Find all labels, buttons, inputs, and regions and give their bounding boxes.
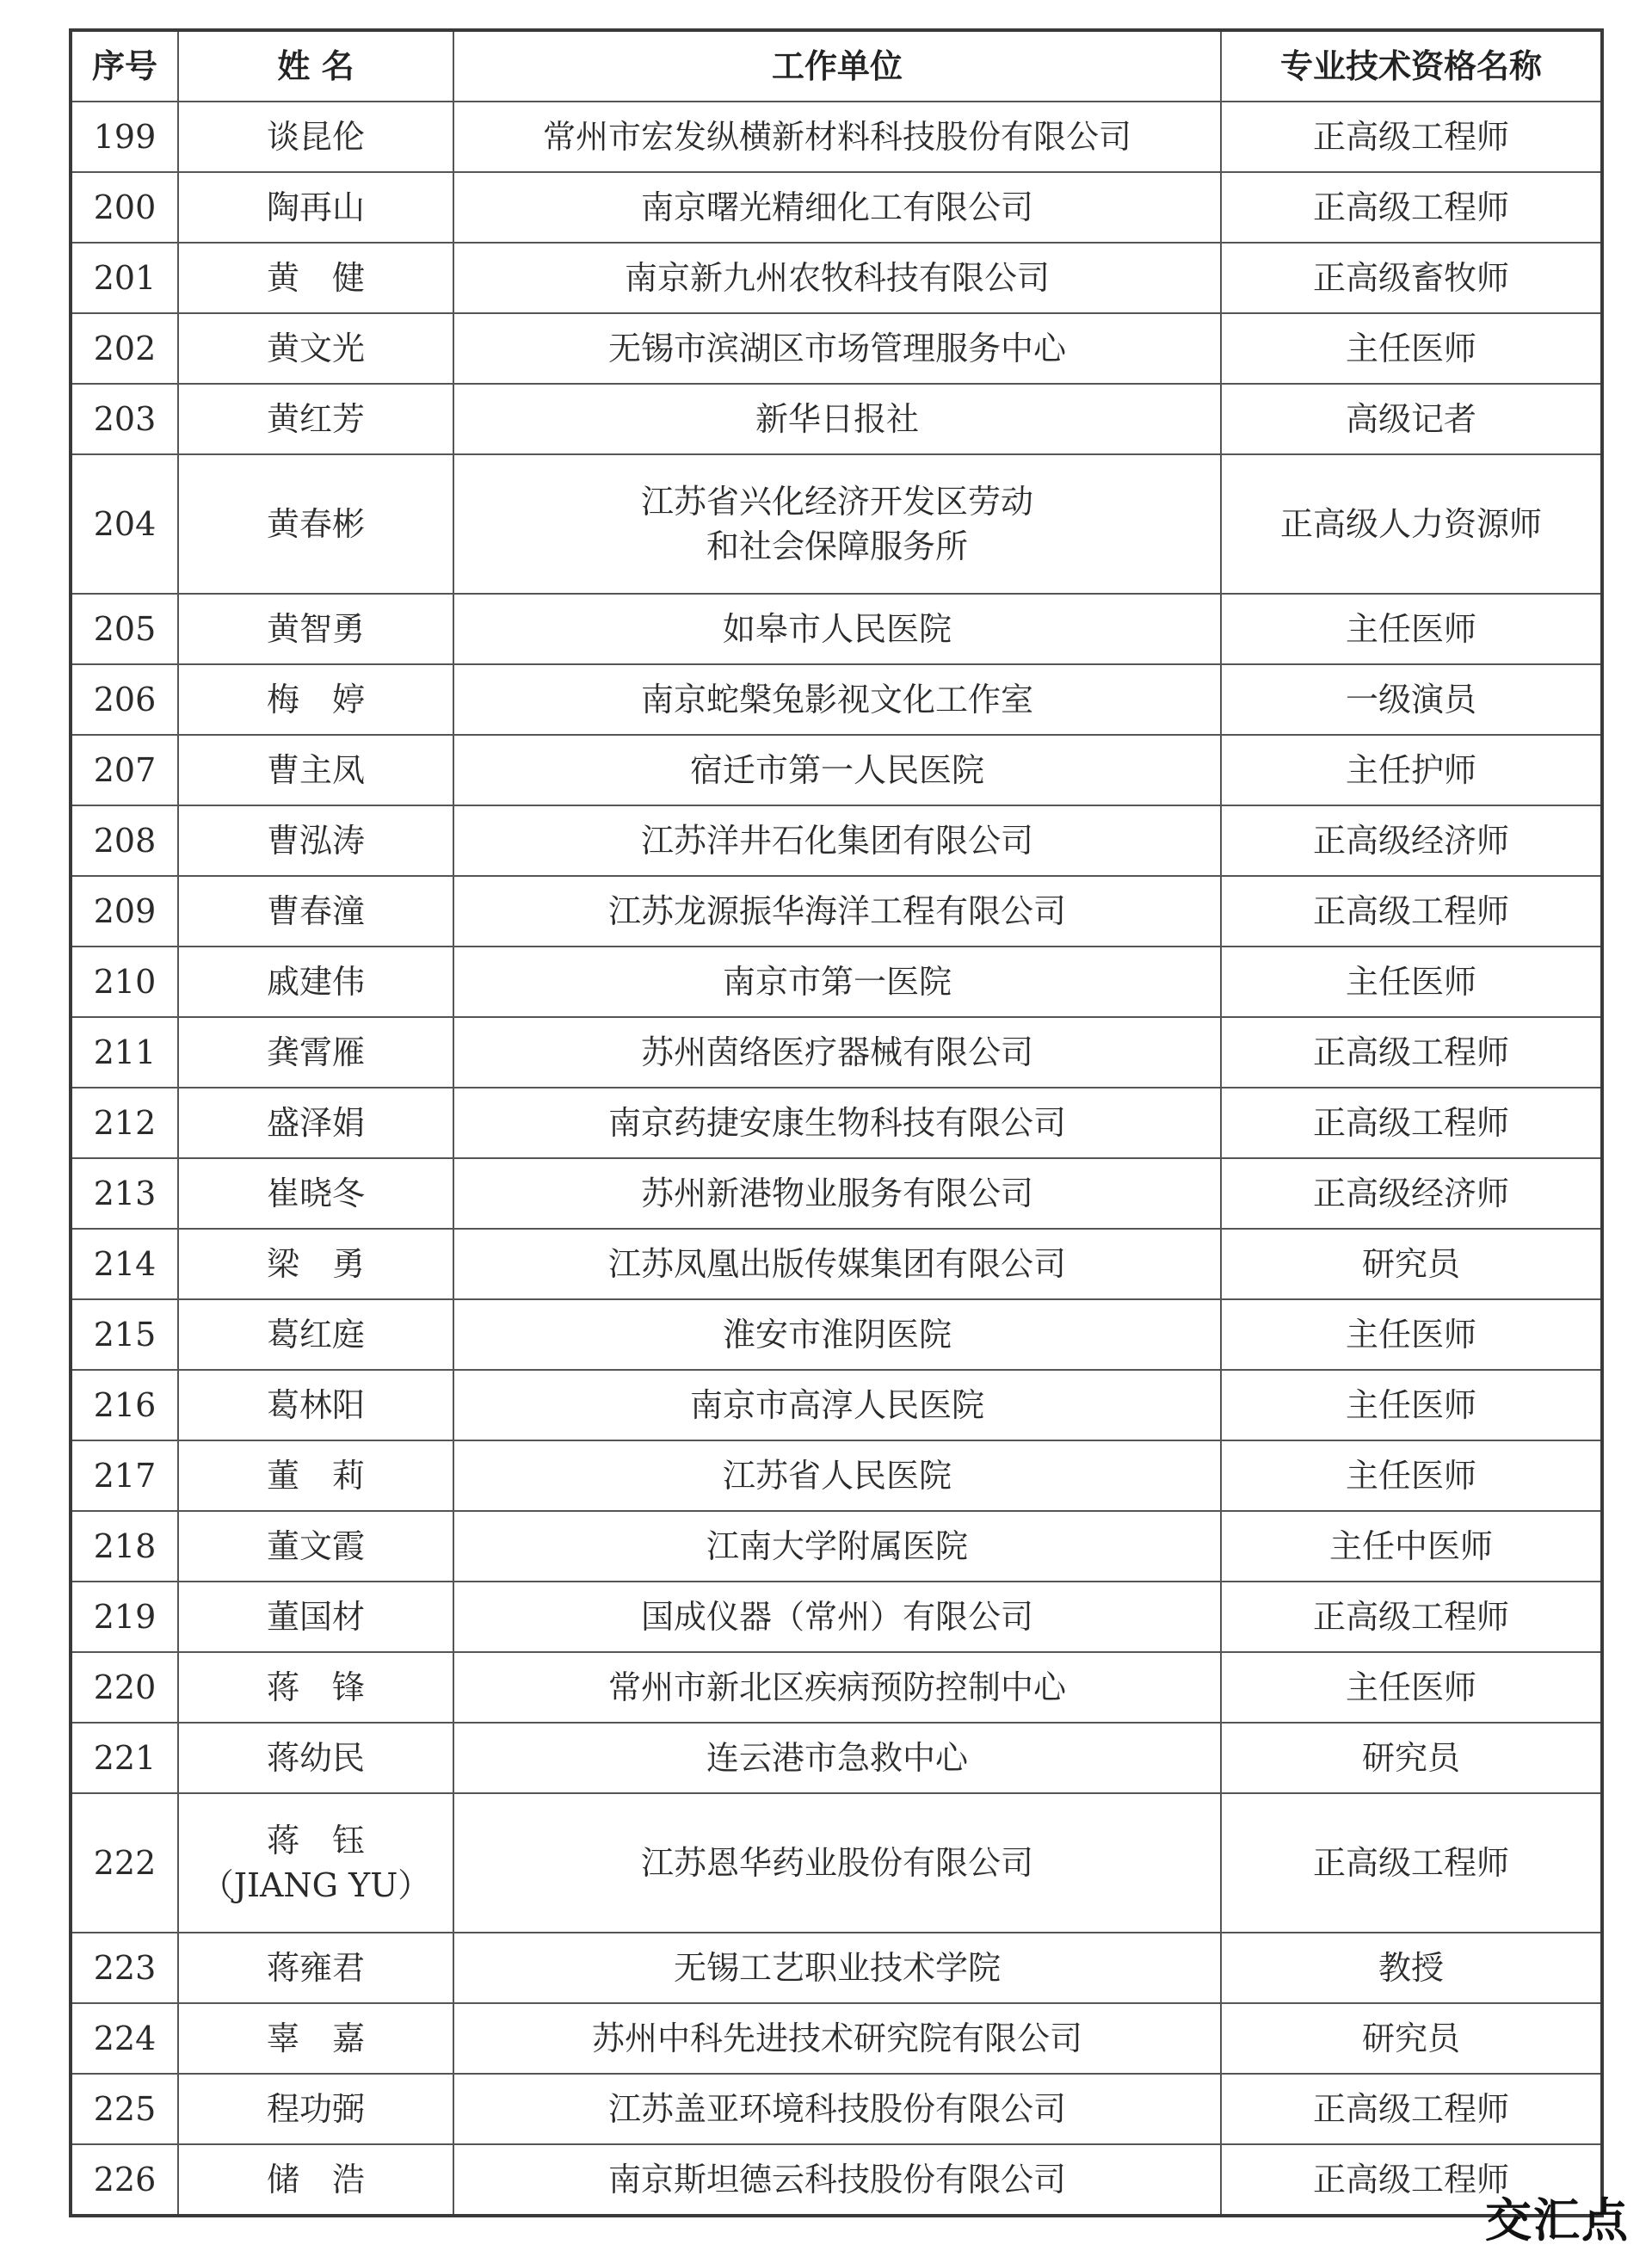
cell-serial-no: 221 — [71, 1723, 178, 1793]
cell-name: 蒋幼民 — [178, 1723, 453, 1793]
cell-work-unit: 苏州新港物业服务有限公司 — [453, 1158, 1221, 1229]
cell-work-unit: 宿迁市第一人民医院 — [453, 735, 1221, 805]
cell-name: 葛林阳 — [178, 1370, 453, 1440]
table-row — [71, 102, 1602, 172]
table-row — [71, 1299, 1602, 1370]
cell-qualification: 高级记者 — [1221, 384, 1602, 454]
cell-qualification: 主任医师 — [1221, 313, 1602, 384]
cell-work-unit: 江苏盖亚环境科技股份有限公司 — [453, 2074, 1221, 2144]
cell-work-unit: 江苏凤凰出版传媒集团有限公司 — [453, 1229, 1221, 1299]
cell-qualification: 正高级工程师 — [1221, 1088, 1602, 1158]
cell-serial-no: 226 — [71, 2144, 178, 2216]
cell-work-unit: 南京曙光精细化工有限公司 — [453, 172, 1221, 243]
header-row — [71, 30, 1602, 102]
cell-serial-no: 222 — [71, 1793, 178, 1933]
cell-serial-no: 223 — [71, 1933, 178, 2003]
cell-qualification: 正高级工程师 — [1221, 172, 1602, 243]
header-work-unit: 工作单位 — [453, 30, 1221, 102]
table-row — [71, 2074, 1602, 2144]
cell-qualification: 正高级工程师 — [1221, 1793, 1602, 1933]
table-row — [71, 1370, 1602, 1440]
cell-qualification: 主任医师 — [1221, 947, 1602, 1017]
header-serial-no: 序号 — [71, 30, 178, 102]
cell-serial-no: 201 — [71, 243, 178, 313]
cell-serial-no: 199 — [71, 102, 178, 172]
cell-work-unit: 淮安市淮阴医院 — [453, 1299, 1221, 1370]
cell-qualification: 主任医师 — [1221, 1370, 1602, 1440]
cell-serial-no: 206 — [71, 664, 178, 735]
cell-qualification: 正高级工程师 — [1221, 876, 1602, 947]
name-line-1: 蒋 钰 — [266, 1822, 365, 1859]
cell-serial-no: 212 — [71, 1088, 178, 1158]
cell-qualification: 主任中医师 — [1221, 1511, 1602, 1582]
cell-name — [178, 1793, 453, 1933]
cell-serial-no: 214 — [71, 1229, 178, 1299]
cell-name: 储 浩 — [178, 2144, 453, 2216]
table-row — [71, 1017, 1602, 1088]
cell-work-unit: 南京药捷安康生物科技有限公司 — [453, 1088, 1221, 1158]
cell-serial-no: 216 — [71, 1370, 178, 1440]
cell-work-unit: 如皋市人民医院 — [453, 594, 1221, 664]
table-row — [71, 1723, 1602, 1793]
cell-serial-no: 203 — [71, 384, 178, 454]
cell-serial-no: 200 — [71, 172, 178, 243]
cell-serial-no: 219 — [71, 1582, 178, 1652]
cell-work-unit: 江苏龙源振华海洋工程有限公司 — [453, 876, 1221, 947]
cell-name: 董国材 — [178, 1582, 453, 1652]
cell-qualification: 一级演员 — [1221, 664, 1602, 735]
cell-serial-no: 205 — [71, 594, 178, 664]
cell-name: 梅 婷 — [178, 664, 453, 735]
cell-name: 梁 勇 — [178, 1229, 453, 1299]
cell-work-unit: 无锡市滨湖区市场管理服务中心 — [453, 313, 1221, 384]
cell-name: 程功弼 — [178, 2074, 453, 2144]
cell-serial-no: 207 — [71, 735, 178, 805]
cell-serial-no: 220 — [71, 1652, 178, 1723]
cell-name: 蒋雍君 — [178, 1933, 453, 2003]
cell-qualification: 主任医师 — [1221, 594, 1602, 664]
cell-qualification: 正高级畜牧师 — [1221, 243, 1602, 313]
document-sheet — [69, 28, 1600, 2217]
cell-work-unit: 南京市高淳人民医院 — [453, 1370, 1221, 1440]
table-row — [71, 1440, 1602, 1511]
table-row — [71, 1158, 1602, 1229]
cell-qualification: 正高级工程师 — [1221, 2144, 1602, 2216]
cell-work-unit: 常州市宏发纵横新材料科技股份有限公司 — [453, 102, 1221, 172]
cell-name: 盛泽娟 — [178, 1088, 453, 1158]
work-unit-line-1: 江苏省兴化经济开发区劳动 — [640, 483, 1033, 521]
table-row — [71, 735, 1602, 805]
cell-work-unit: 新华日报社 — [453, 384, 1221, 454]
cell-name: 陶再山 — [178, 172, 453, 243]
cell-name: 黄文光 — [178, 313, 453, 384]
cell-work-unit: 苏州中科先进技术研究院有限公司 — [453, 2003, 1221, 2074]
cell-qualification: 正高级人力资源师 — [1221, 454, 1602, 594]
table-row — [71, 1652, 1602, 1723]
cell-serial-no: 208 — [71, 805, 178, 876]
cell-work-unit: 苏州茵络医疗器械有限公司 — [453, 1017, 1221, 1088]
cell-serial-no: 209 — [71, 876, 178, 947]
qualification-table — [69, 28, 1604, 2217]
table-row — [71, 664, 1602, 735]
cell-serial-no: 215 — [71, 1299, 178, 1370]
cell-work-unit: 江苏省人民医院 — [453, 1440, 1221, 1511]
cell-work-unit: 江苏洋井石化集团有限公司 — [453, 805, 1221, 876]
cell-name: 黄春彬 — [178, 454, 453, 594]
table-row — [71, 594, 1602, 664]
header-qualification: 专业技术资格名称 — [1221, 30, 1602, 102]
cell-name: 黄红芳 — [178, 384, 453, 454]
cell-qualification: 主任医师 — [1221, 1652, 1602, 1723]
cell-name: 崔晓冬 — [178, 1158, 453, 1229]
table-row — [71, 1229, 1602, 1299]
cell-work-unit: 江南大学附属医院 — [453, 1511, 1221, 1582]
table-row — [71, 1511, 1602, 1582]
cell-serial-no: 218 — [71, 1511, 178, 1582]
cell-work-unit: 南京新九州农牧科技有限公司 — [453, 243, 1221, 313]
cell-serial-no: 217 — [71, 1440, 178, 1511]
cell-serial-no: 224 — [71, 2003, 178, 2074]
cell-qualification: 研究员 — [1221, 2003, 1602, 2074]
table-row — [71, 384, 1602, 454]
cell-qualification: 主任医师 — [1221, 1299, 1602, 1370]
header-name: 姓 名 — [178, 30, 453, 102]
cell-name: 董 莉 — [178, 1440, 453, 1511]
table-row — [71, 243, 1602, 313]
cell-name: 黄智勇 — [178, 594, 453, 664]
cell-name: 谈昆伦 — [178, 102, 453, 172]
cell-name: 戚建伟 — [178, 947, 453, 1017]
table-row — [71, 313, 1602, 384]
name-line-2: （JIANG YU） — [200, 1866, 431, 1904]
table-row — [71, 2003, 1602, 2074]
table-row — [71, 2144, 1602, 2216]
table-row — [71, 1582, 1602, 1652]
table-row — [71, 454, 1602, 594]
cell-name: 辜 嘉 — [178, 2003, 453, 2074]
cell-qualification: 正高级经济师 — [1221, 1158, 1602, 1229]
cell-work-unit: 南京市第一医院 — [453, 947, 1221, 1017]
cell-serial-no: 204 — [71, 454, 178, 594]
cell-qualification: 主任医师 — [1221, 1440, 1602, 1511]
table-row — [71, 1933, 1602, 2003]
cell-serial-no: 213 — [71, 1158, 178, 1229]
table-row — [71, 805, 1602, 876]
cell-qualification: 教授 — [1221, 1933, 1602, 2003]
cell-name: 曹主凤 — [178, 735, 453, 805]
cell-name: 葛红庭 — [178, 1299, 453, 1370]
cell-name: 龚霄雁 — [178, 1017, 453, 1088]
cell-qualification: 研究员 — [1221, 1229, 1602, 1299]
cell-qualification: 正高级工程师 — [1221, 1582, 1602, 1652]
cell-qualification: 研究员 — [1221, 1723, 1602, 1793]
table-row — [71, 876, 1602, 947]
cell-work-unit: 江苏恩华药业股份有限公司 — [453, 1793, 1221, 1933]
cell-qualification: 正高级工程师 — [1221, 102, 1602, 172]
table-row — [71, 172, 1602, 243]
work-unit-line-2: 和社会保障服务所 — [706, 527, 968, 565]
cell-serial-no: 225 — [71, 2074, 178, 2144]
cell-name: 董文霞 — [178, 1511, 453, 1582]
cell-serial-no: 202 — [71, 313, 178, 384]
table-row — [71, 1088, 1602, 1158]
cell-work-unit: 常州市新北区疾病预防控制中心 — [453, 1652, 1221, 1723]
cell-work-unit: 无锡工艺职业技术学院 — [453, 1933, 1221, 2003]
cell-qualification: 主任护师 — [1221, 735, 1602, 805]
cell-qualification: 正高级经济师 — [1221, 805, 1602, 876]
cell-work-unit — [453, 454, 1221, 594]
cell-serial-no: 211 — [71, 1017, 178, 1088]
cell-name: 黄 健 — [178, 243, 453, 313]
cell-name: 曹泓涛 — [178, 805, 453, 876]
cell-name: 蒋 锋 — [178, 1652, 453, 1723]
cell-qualification: 正高级工程师 — [1221, 2074, 1602, 2144]
table-row — [71, 947, 1602, 1017]
cell-work-unit: 国成仪器（常州）有限公司 — [453, 1582, 1221, 1652]
cell-work-unit: 连云港市急救中心 — [453, 1723, 1221, 1793]
table-row — [71, 1793, 1602, 1933]
cell-work-unit: 南京斯坦德云科技股份有限公司 — [453, 2144, 1221, 2216]
cell-serial-no: 210 — [71, 947, 178, 1017]
cell-work-unit: 南京蛇槃兔影视文化工作室 — [453, 664, 1221, 735]
cell-qualification: 正高级工程师 — [1221, 1017, 1602, 1088]
cell-name: 曹春潼 — [178, 876, 453, 947]
watermark-logo: 交汇点 — [1485, 2192, 1630, 2248]
